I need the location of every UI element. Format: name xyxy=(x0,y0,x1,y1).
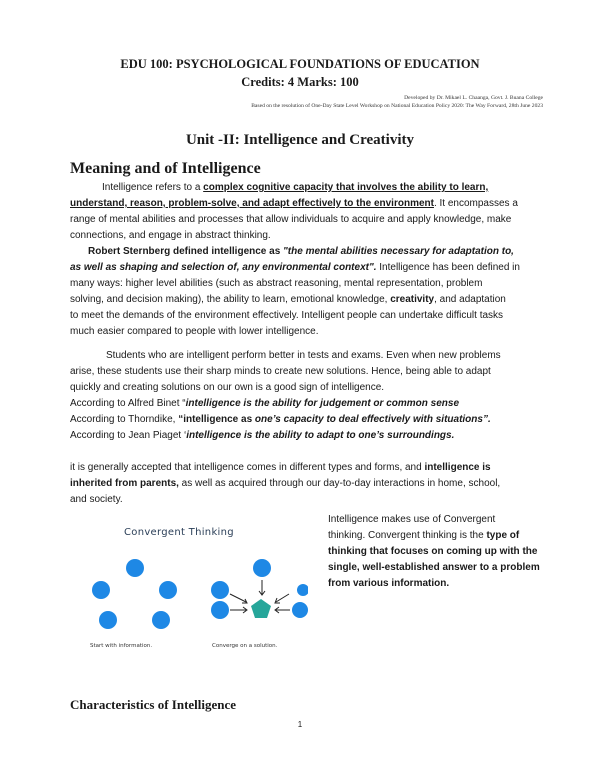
section-heading-meaning: Meaning and of Intelligence xyxy=(70,160,261,177)
info-circle xyxy=(211,601,229,619)
info-circle xyxy=(292,602,308,618)
workshop-note: Based on the resolution of One-Day State Level Workshop on National Education Policy 2020: The Way Forward, 28th June 2023 xyxy=(251,103,543,109)
para2-line1: Robert Sternberg defined intelligence as "the mental abilities necessary for adaptation to, xyxy=(88,246,514,257)
info-circle xyxy=(152,611,170,629)
para3-line2: arise, these students use their sharp minds to create new solutions. Hence, being able to adapt xyxy=(70,366,491,377)
info-circle xyxy=(297,584,308,596)
para1-line1: Intelligence refers to a complex cognitive capacity that involves the ability to learn, xyxy=(102,182,489,193)
para5-line2: thinking. Convergent thinking is the type of xyxy=(328,530,520,541)
para3-line1: Students who are intelligent perform better in tests and exams. Even when new problems xyxy=(106,350,501,361)
para2-line2: as well as shaping and selection of, any environmental context". Intelligence has been defined in xyxy=(70,262,520,273)
para1-line4: connections, and engage in abstract thinking. xyxy=(70,230,271,241)
para5-line4: single, well-established answer to a problem xyxy=(328,562,540,573)
quote-thorndike: According to Thorndike, “intelligence as one’s capacity to deal effectively with situations”. xyxy=(70,414,491,425)
para3-line3: quickly and creating solutions on our own is a good sign of intelligence. xyxy=(70,382,385,393)
page-number: 1 xyxy=(297,720,303,729)
para5-line3: thinking that focuses on coming up with the xyxy=(328,546,538,557)
quote-piaget: According to Jean Piaget ‘intelligence is the ability to adapt to one’s surroundings. xyxy=(70,430,455,441)
solution-pentagon xyxy=(251,599,271,618)
para2-line6: much easier compared to people with lower intelligence. xyxy=(70,326,319,337)
info-circle xyxy=(211,581,229,599)
para4-line2: inherited from parents, as well as acquired through our day-to-day interactions in home, school, xyxy=(70,478,501,489)
para1-line3: range of mental abilities and processes that allow individuals to acquire and apply knowledge, make xyxy=(70,214,512,225)
credits-line: Credits: 4 Marks: 100 xyxy=(241,75,359,89)
info-circle xyxy=(92,581,110,599)
para5-line1: Intelligence makes use of Convergent xyxy=(328,514,496,525)
para1-line2: understand, reason, problem-solve, and adapt effectively to the environment. It encompasses a xyxy=(70,198,518,209)
figure-caption-left: Start with information. xyxy=(90,643,153,649)
section-heading-characteristics: Characteristics of Intelligence xyxy=(70,697,237,712)
figure-caption-right: Converge on a solution. xyxy=(212,643,278,649)
info-circle xyxy=(159,581,177,599)
course-title: EDU 100: PSYCHOLOGICAL FOUNDATIONS OF EDUCATION xyxy=(120,57,480,71)
info-circle xyxy=(253,559,271,577)
developer-credit: Developed by Dr. Mikael L. Chaanga, Govt. J. Buana College xyxy=(404,95,543,101)
para4-line1: it is generally accepted that intelligence comes in different types and forms, and intelligence is xyxy=(70,462,491,473)
para5-line5: from various information. xyxy=(328,578,450,589)
figure-title: Convergent Thinking xyxy=(124,527,234,538)
info-circle xyxy=(99,611,117,629)
quote-binet: According to Alfred Binet “intelligence is the ability for judgement or common sense xyxy=(70,398,460,409)
convergent-thinking-diagram xyxy=(88,540,308,650)
unit-title: Unit -II: Intelligence and Creativity xyxy=(185,132,415,148)
para2-line3: many ways: higher level abilities (such as abstract reasoning, mental representation, problem xyxy=(70,278,483,289)
para4-line3: and society. xyxy=(70,494,123,505)
info-circle xyxy=(126,559,144,577)
para2-line5: to meet the demands of the environment effectively. Intelligent people can undertake difficult tasks xyxy=(70,310,504,321)
para2-line4: solving, and decision making), the ability to learn, emotional knowledge, creativity, and adaptation xyxy=(70,294,506,305)
